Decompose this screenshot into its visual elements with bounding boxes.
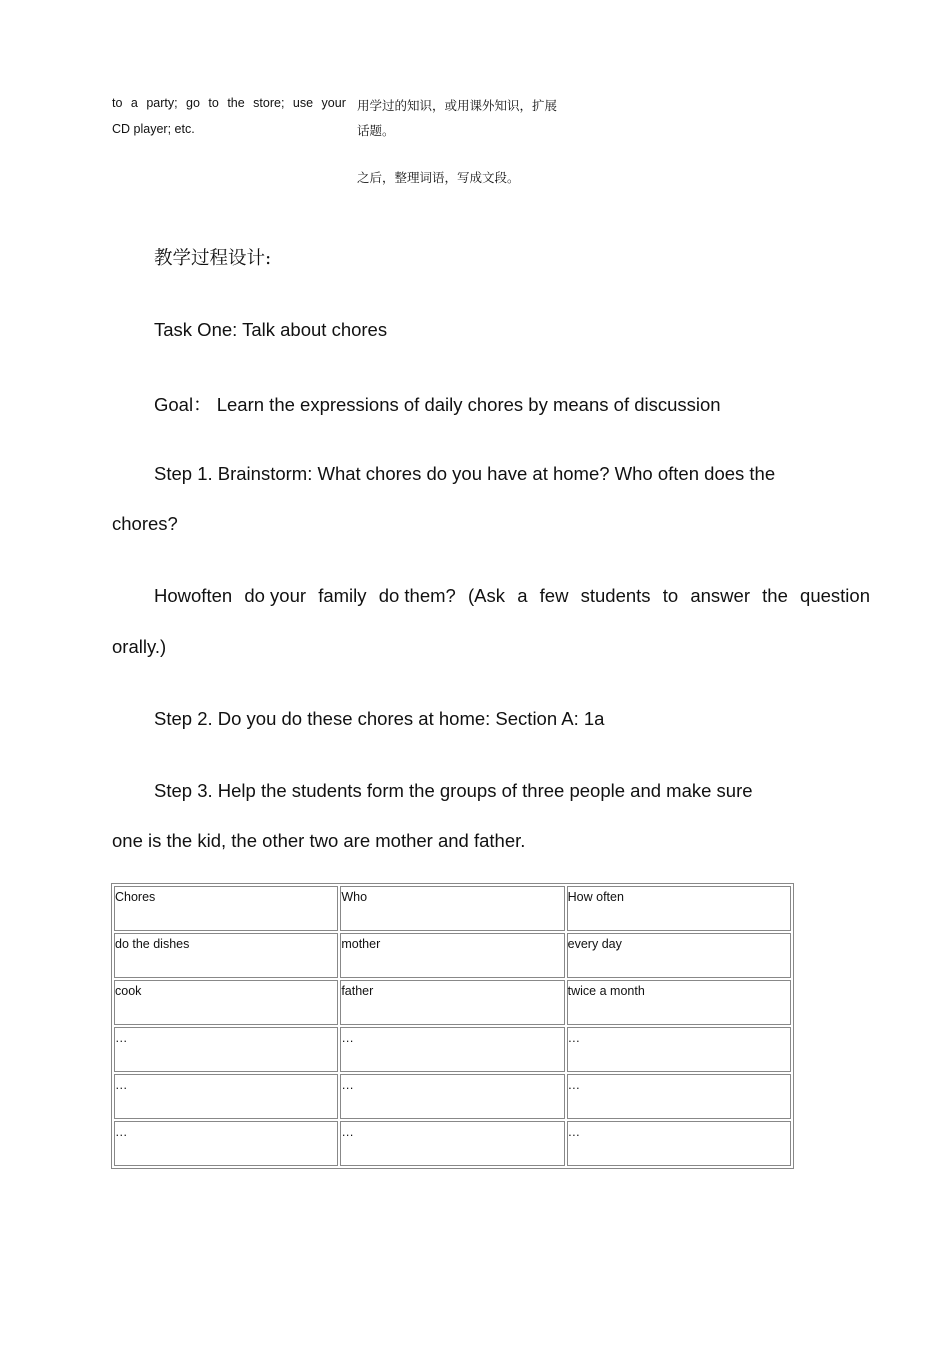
word: do them?	[378, 585, 456, 606]
table-cell: …	[114, 1027, 338, 1072]
table-cell: …	[114, 1121, 338, 1166]
word: family	[318, 585, 367, 606]
table-cell: twice a month	[567, 980, 791, 1025]
table-cell: …	[567, 1027, 791, 1072]
table-cell: …	[340, 1027, 564, 1072]
table-cell: cook	[114, 980, 338, 1025]
goal-text: Goal： Learn the expressions of daily chores by means of discussion	[154, 394, 721, 415]
top-right-line-1: 用学过的知识，或用课外知识，扩展	[357, 98, 558, 113]
step3-line-2: one is the kid, the other two are mother and father.	[112, 830, 526, 851]
task-title: Task One: Talk about chores	[154, 319, 388, 340]
table-cell: every day	[567, 933, 791, 978]
header-cell-how-often: How often	[567, 886, 791, 931]
table-cell: …	[567, 1121, 791, 1166]
word: a	[517, 585, 528, 606]
step1b-line-1	[154, 585, 870, 607]
step1-line-1: Step 1. Brainstorm: What chores do you have at home? Who often does the	[154, 463, 776, 484]
table-cell: mother	[340, 933, 564, 978]
section-title: 教学过程设计:	[154, 248, 272, 269]
top-left-line-1: to a party; go to the store; use your	[112, 96, 346, 110]
step3-line-1: Step 3. Help the students form the groups of three people and make sure	[154, 780, 753, 801]
table-cell: …	[340, 1074, 564, 1119]
word: Howoften	[154, 585, 233, 606]
table-row	[114, 1121, 791, 1166]
word: few	[539, 585, 569, 606]
top-right-line-2: 话题。	[357, 123, 395, 138]
header-cell-chores: Chores	[114, 886, 338, 931]
word: answer	[690, 585, 750, 606]
table-row	[114, 933, 791, 978]
table-cell: …	[340, 1121, 564, 1166]
top-right-line-3: 之后，整理词语，写成文段。	[357, 170, 520, 185]
word: (Ask	[468, 585, 506, 606]
table-cell: do the dishes	[114, 933, 338, 978]
table-row	[114, 980, 791, 1025]
table-header-row	[114, 886, 791, 931]
word: to	[662, 585, 679, 606]
table-cell: …	[114, 1074, 338, 1119]
table-row	[114, 1074, 791, 1119]
word: the	[762, 585, 788, 606]
table-cell: …	[567, 1074, 791, 1119]
header-cell-who: Who	[340, 886, 564, 931]
word: do your	[244, 585, 307, 606]
word: students	[580, 585, 651, 606]
table-row	[114, 1027, 791, 1072]
word: question	[800, 585, 870, 606]
step2-text: Step 2. Do you do these chores at home: Section A: 1a	[154, 708, 605, 729]
chores-table	[111, 883, 794, 1169]
step1b-line-2: orally.)	[112, 636, 167, 657]
top-left-line-2: CD player; etc.	[112, 122, 195, 136]
step1-line-2: chores?	[112, 513, 178, 534]
table-cell: father	[340, 980, 564, 1025]
